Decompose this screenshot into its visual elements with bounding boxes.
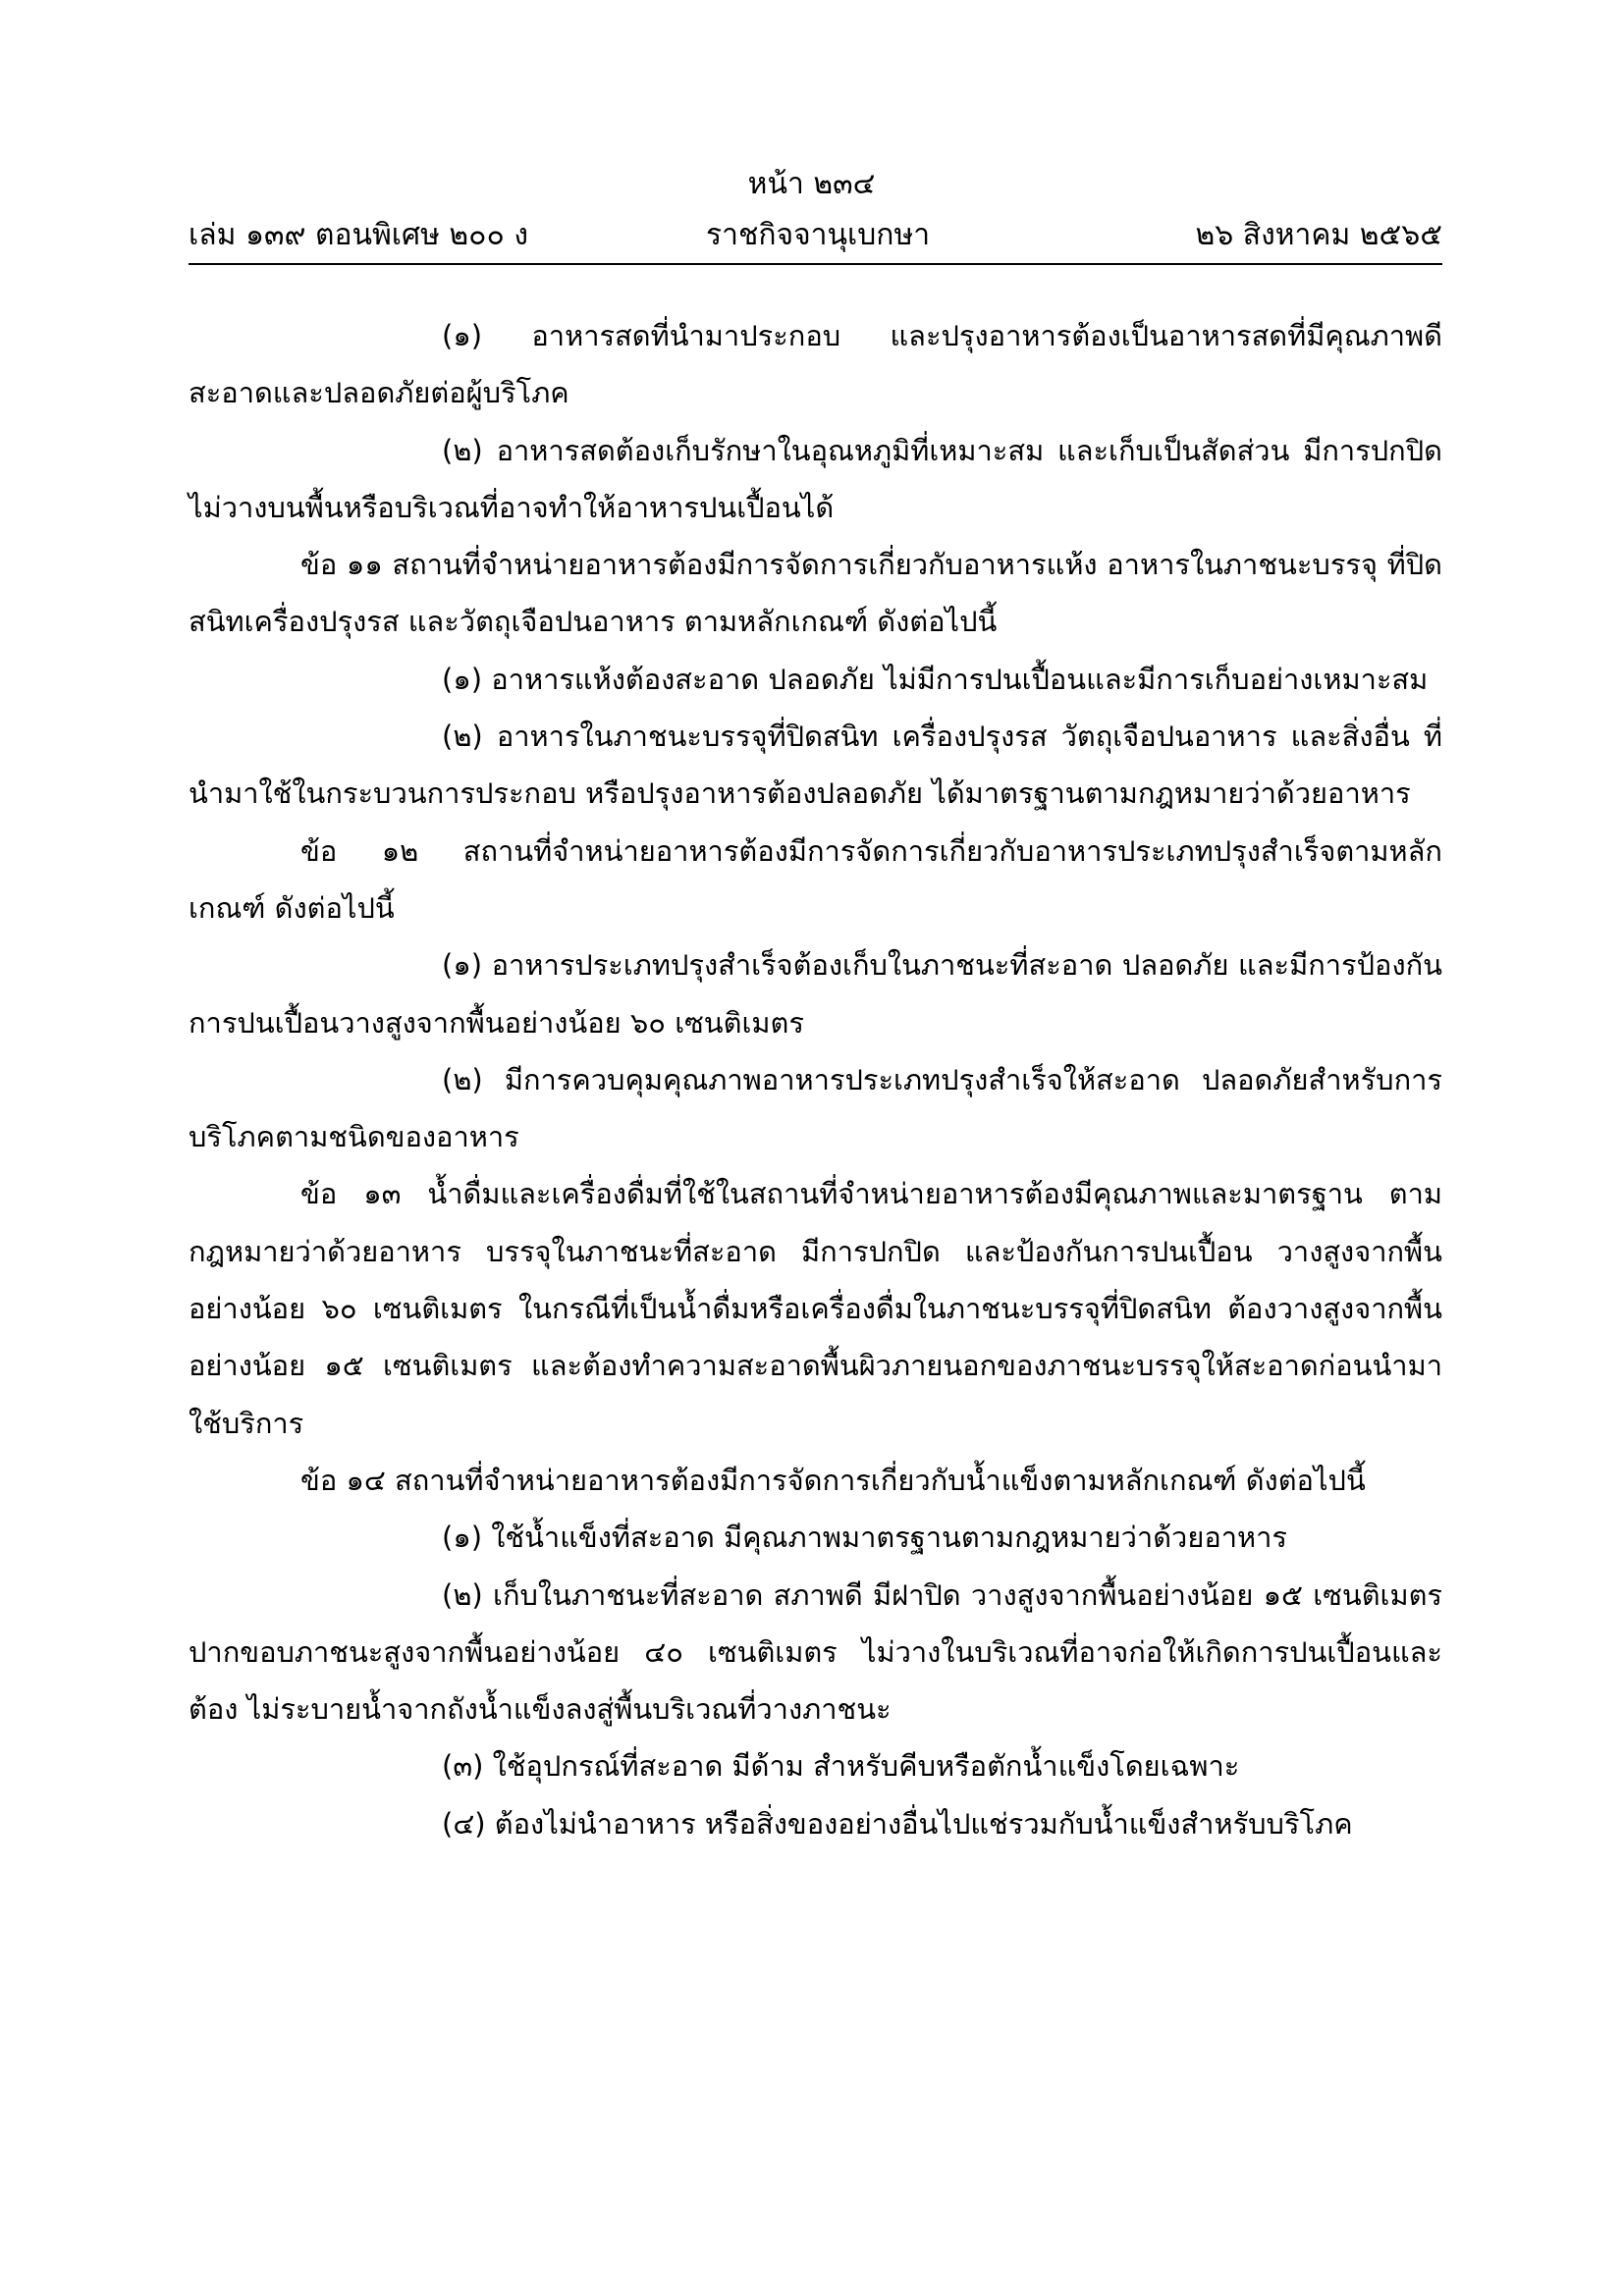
paragraph-item: (๑) ใช้น้ำแข็งที่สะอาด มีคุณภาพมาตรฐานตามกฎหมายว่าด้วยอาหาร bbox=[442, 1521, 1288, 1555]
paragraph-clause: ข้อ ๑๑ สถานที่จำหน่ายอาหารต้องมีการจัดการเกี่ยวกับอาหารแห้ง อาหารในภาชนะบรรจุ ที่ปิดสนิทเครื่องปรุงรส และวัตถุเจือปนอาหาร ตามหลักเกณฑ์ ดังต่อไปนี้ bbox=[189, 548, 1442, 639]
volume-info: เล่ม ๑๓๙ ตอนพิเศษ ๒๐๐ ง bbox=[189, 218, 528, 252]
paragraph-clause: ข้อ ๑๒ สถานที่จำหน่ายอาหารต้องมีการจัดการเกี่ยวกับอาหารประเภทปรุงสำเร็จตามหลักเกณฑ์ ดังต่อไปนี้ bbox=[189, 833, 1442, 925]
paragraph-item: (๔) ต้องไม่นำอาหาร หรือสิ่งของอย่างอื่นไปแช่รวมกับน้ำแข็งสำหรับบริโภค bbox=[442, 1806, 1353, 1841]
page-number: หน้า ๒๓๔ bbox=[747, 167, 876, 201]
paragraph-item: (๒) อาหารในภาชนะบรรจุที่ปิดสนิท เครื่องปรุงรส วัตถุเจือปนอาหาร และสิ่งอื่น ที่นำมาใช้ในกระบวนการประกอบ หรือปรุงอาหารต้องปลอดภัย ได้มาตรฐานตามกฎหมายว่าด้วยอาหาร bbox=[189, 720, 1442, 811]
paragraph-item: (๒) มีการควบคุมคุณภาพอาหารประเภทปรุงสำเร็จให้สะอาด ปลอดภัยสำหรับการ บริโภคตามชนิดของอาหาร bbox=[189, 1062, 1442, 1154]
paragraph-clause: ข้อ ๑๓ น้ำดื่มและเครื่องดื่มที่ใช้ในสถานที่จำหน่ายอาหารต้องมีคุณภาพและมาตรฐาน ตามกฎหมายว่าด้วยอาหาร บรรจุในภาชนะที่สะอาด มีการปกปิด และป้องกันการปนเปื้อน วางสูงจากพื้น อย่างน้อย ๖๐ เซนติเมตร ในกรณีที่เป็นน้ำดื่มหรือเครื่องดื่มในภาชนะบรรจุที่ปิดสนิท ต้องวางสูงจากพื้น อย่างน้อย ๑๕ เซนติเมตร และต้องทำความสะอาดพื้นผิวภายนอกของภาชนะบรรจุให้สะอาดก่อนนำมาใช้บริการ bbox=[189, 1177, 1442, 1440]
publication-title: ราชกิจจานุเบกษา bbox=[706, 218, 931, 252]
paragraph-item: (๓) ใช้อุปกรณ์ที่สะอาด มีด้าม สำหรับคีบหรือตักน้ำแข็งโดยเฉพาะ bbox=[442, 1749, 1240, 1784]
paragraph-item: (๑) อาหารสดที่นำมาประกอบ และปรุงอาหารต้องเป็นอาหารสดที่มีคุณภาพดี สะอาดและปลอดภัยต่อผู้บริโภค bbox=[189, 319, 1442, 410]
paragraph-item: (๑) อาหารประเภทปรุงสำเร็จต้องเก็บในภาชนะที่สะอาด ปลอดภัย และมีการป้องกัน การปนเปื้อนวางสูงจากพื้นอย่างน้อย ๖๐ เซนติเมตร bbox=[189, 948, 1442, 1040]
paragraph-item: (๒) อาหารสดต้องเก็บรักษาในอุณหภูมิที่เหมาะสม และเก็บเป็นสัดส่วน มีการปกปิด ไม่วางบนพื้นหรือบริเวณที่อาจทำให้อาหารปนเปื้อนได้ bbox=[189, 433, 1442, 524]
publication-date: ๒๖ สิงหาคม ๒๕๖๕ bbox=[1195, 218, 1442, 252]
gazette-header bbox=[189, 214, 1442, 257]
paragraph-item: (๑) อาหารแห้งต้องสะอาด ปลอดภัย ไม่มีการปนเปื้อนและมีการเก็บอย่างเหมาะสม bbox=[442, 662, 1429, 696]
paragraph-clause: ข้อ ๑๔ สถานที่จำหน่ายอาหารต้องมีการจัดการเกี่ยวกับน้ำแข็งตามหลักเกณฑ์ ดังต่อไปนี้ bbox=[300, 1463, 1366, 1497]
document-body bbox=[189, 307, 1442, 1852]
header-divider bbox=[189, 263, 1442, 265]
paragraph-item: (๒) เก็บในภาชนะที่สะอาด สภาพดี มีฝาปิด วางสูงจากพื้นอย่างน้อย ๑๕ เซนติเมตร ปากขอบภาชนะสูงจากพื้นอย่างน้อย ๔๐ เซนติเมตร ไม่วางในบริเวณที่อาจก่อให้เกิดการปนเปื้อนและต้อง ไม่ระบายน้ำจากถังน้ำแข็งลงสู่พื้นบริเวณที่วางภาชนะ bbox=[189, 1577, 1442, 1727]
